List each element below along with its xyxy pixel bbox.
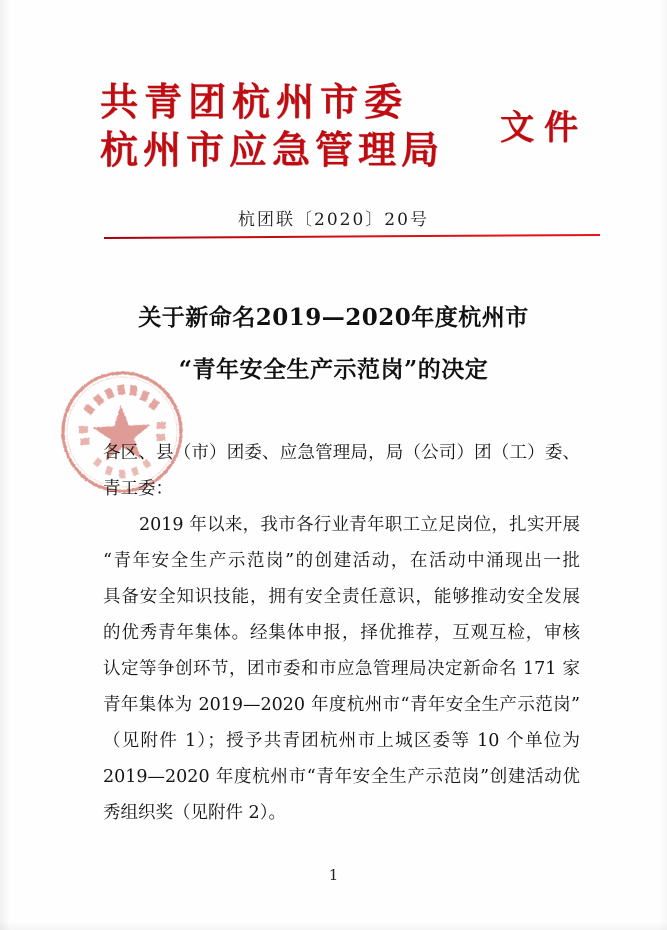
scan-edge-shadow-bottom [0,922,667,930]
body-paragraph-line-5: 认定等争创环节，团市委和市应急管理局决定新命名 171 家 [103,659,580,679]
recipient-line-1: 各区、县（市）团委、应急管理局，局（公司）团（工）委、 [103,443,580,463]
document-number: 杭团联〔2020〕20号 [238,210,429,230]
body-paragraph-line-7: （见附件 1）；授予共青团杭州市上城区委等 10 个单位为 [103,731,580,751]
document-masthead [0,72,667,192]
recipient-line-2: 青工委： [103,479,173,499]
masthead-line-2: 杭州市应急管理局 [100,127,445,172]
red-separator-rule [104,234,600,239]
body-paragraph-line-2: “青年安全生产示范岗”的创建活动，在活动中涌现出一批 [103,551,580,571]
document-title-line-2: “青年安全生产示范岗”的决定 [178,356,489,383]
body-paragraph-line-4: 的优秀青年集体。经集体申报，择优推荐，互观互检，审核 [103,623,580,643]
body-paragraph-line-3: 具备安全知识技能，拥有安全责任意识，能够推动安全发展 [103,587,580,607]
document-body [103,435,580,831]
body-paragraph-line-9: 秀组织奖（见附件 2）。 [103,803,286,823]
masthead-line-1: 共青团杭州市委 [100,79,409,124]
document-title-line-1: 关于新命名2019—2020年度杭州市 [138,304,529,331]
body-paragraph-line-1: 2019 年以来，我市各行业青年职工立足岗位，扎实开展 [139,515,580,535]
body-paragraph-line-6: 青年集体为 2019—2020 年度杭州市“青年安全生产示范岗” [103,695,580,715]
body-paragraph-line-8: 2019—2020 年度杭州市“青年安全生产示范岗”创建活动优 [103,767,580,787]
page-number: 1 [328,866,339,884]
document-title [0,292,667,396]
masthead-document-word: 文件 [500,108,588,148]
